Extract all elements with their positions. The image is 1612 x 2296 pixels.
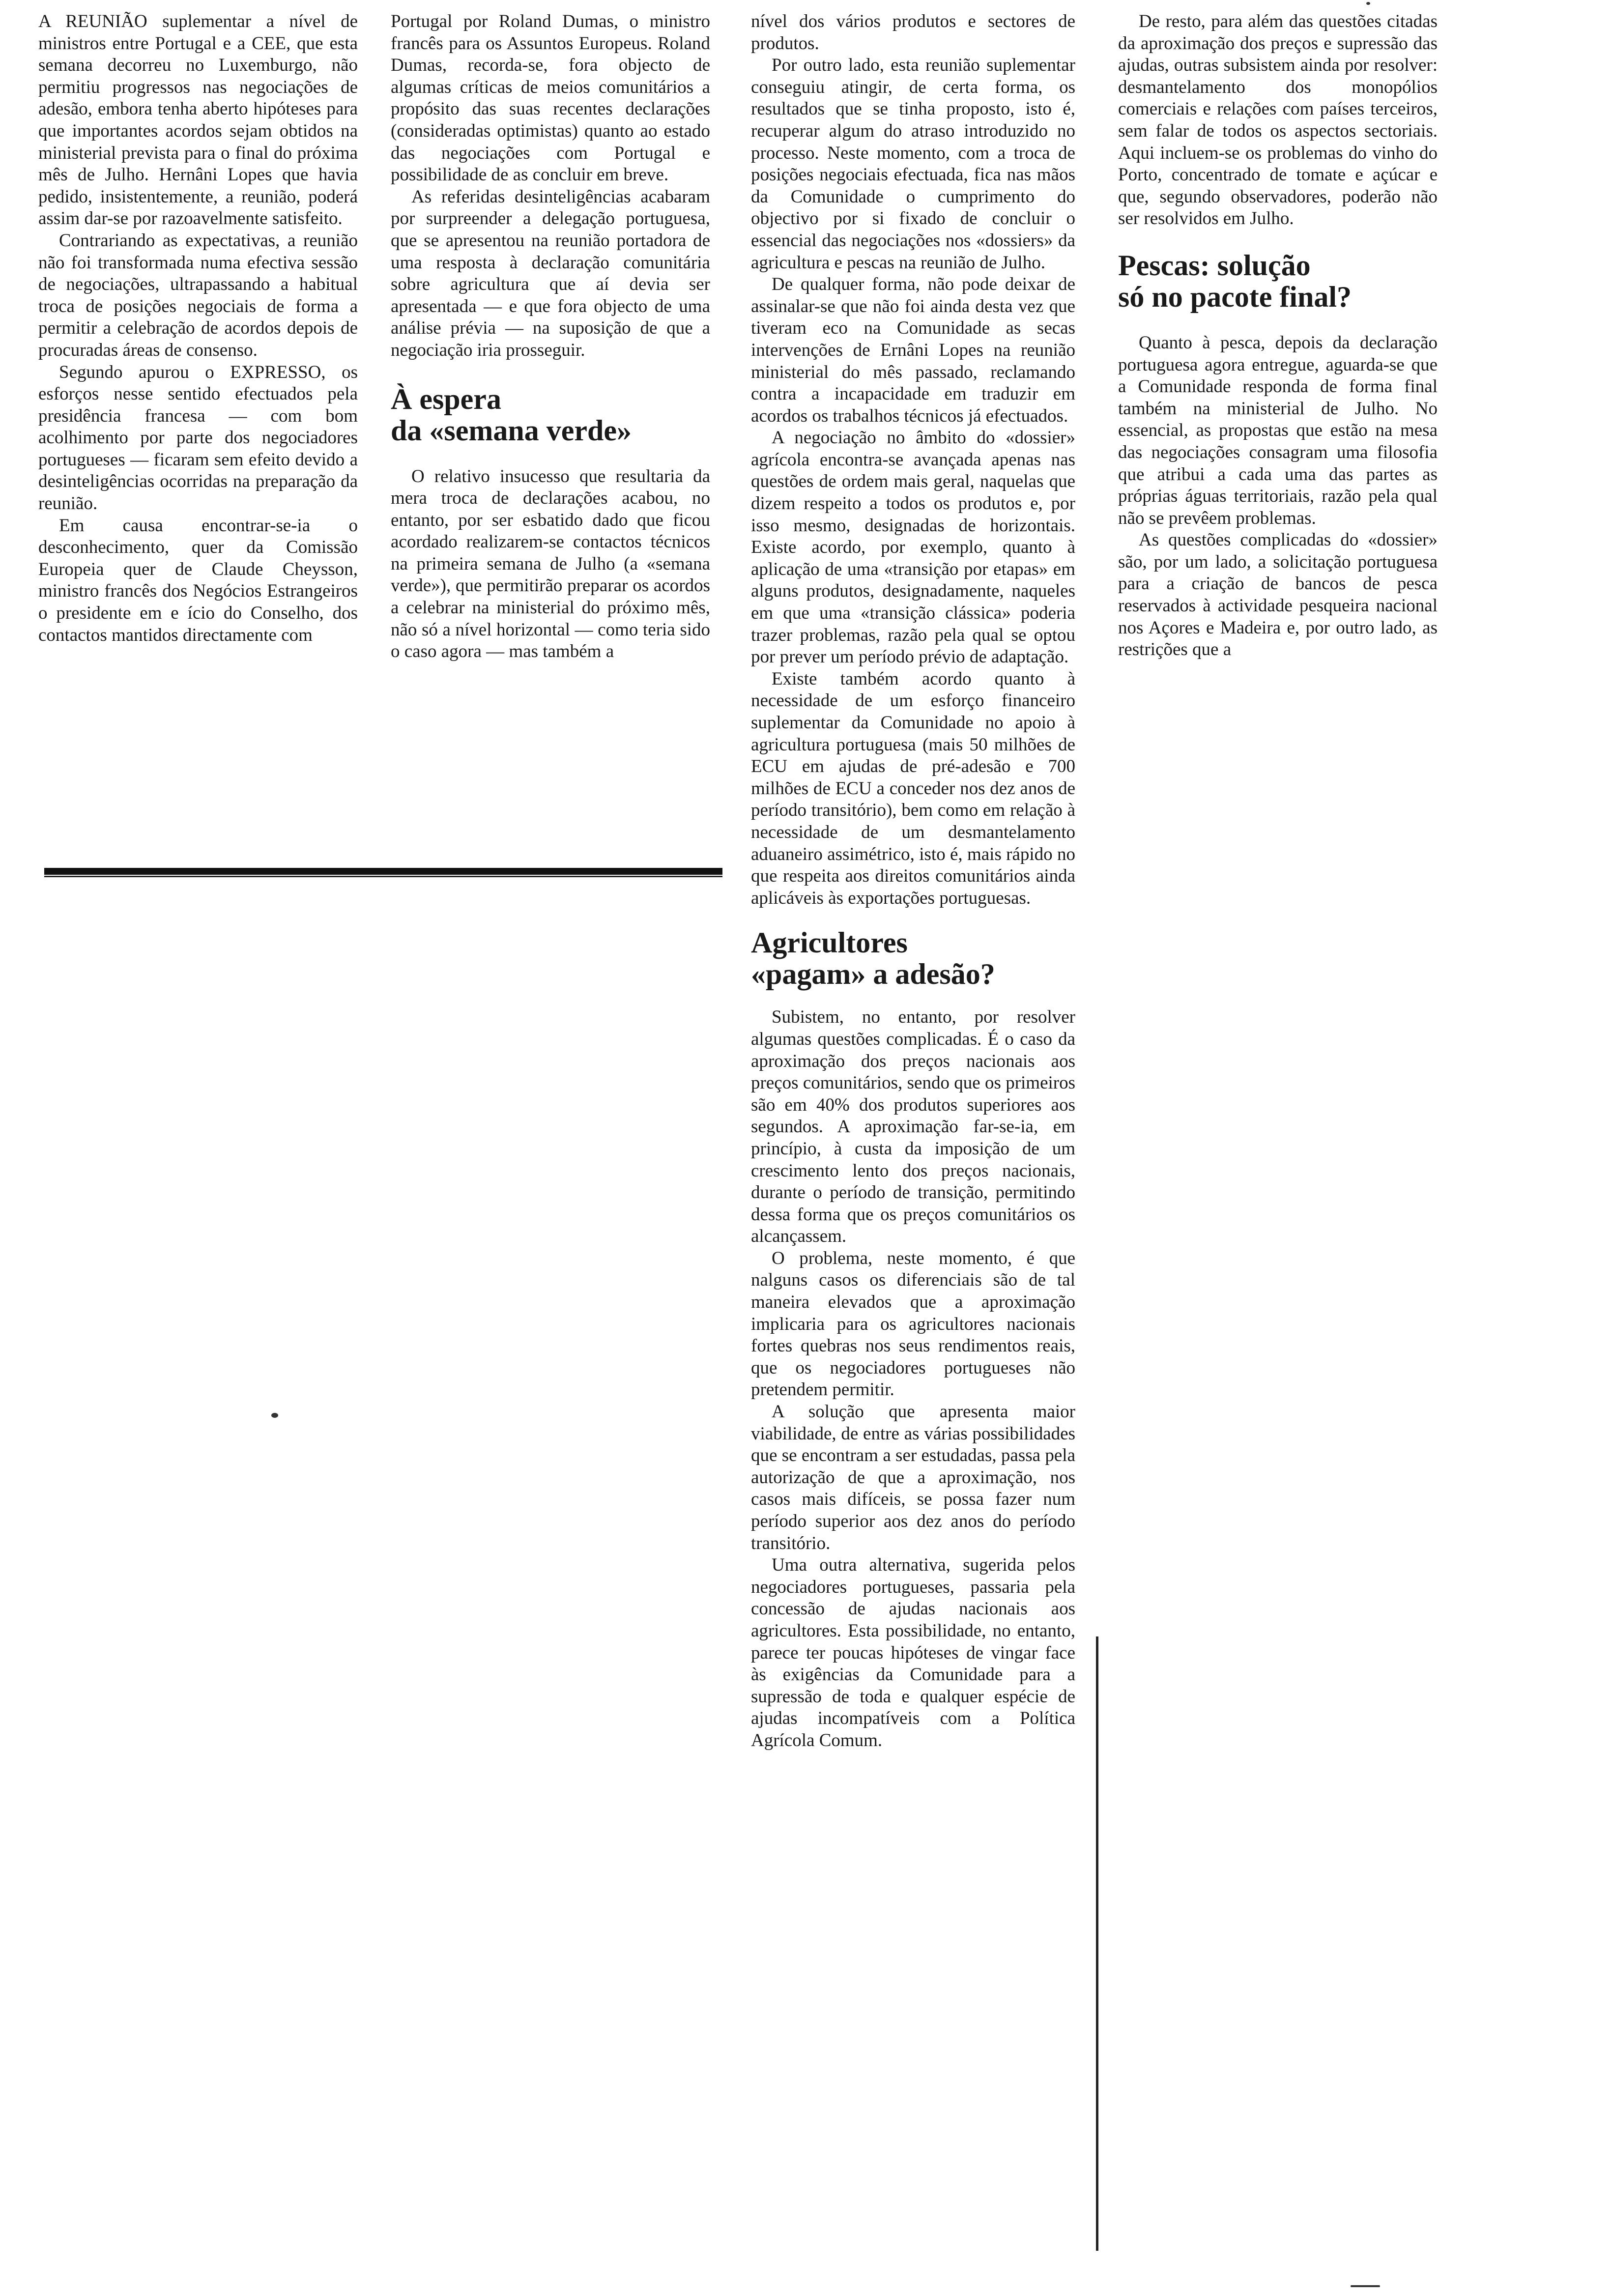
heading-line: À espera xyxy=(391,382,501,415)
heading-line: da «semana verde» xyxy=(391,414,632,447)
paragraph: O problema, neste momento, é que nalguns casos os diferenciais são de tal maneira elevados que a aproximação implicaria para os agricultores nacionais fortes quebras nos seus rendimentos reais, que os negociadores portugueses não pretendem permitir. xyxy=(751,1248,1075,1400)
section-heading-pescas xyxy=(1118,250,1438,313)
heading-line: Agricultores xyxy=(751,926,908,959)
paragraph: Contrariando as expectativas, a reunião não foi transformada numa efectiva sessão de negociações, ultrapassando a habitual troca de posições negociais de forma a permitir a celebração de acordos depois de procuradas áreas de consenso. xyxy=(38,230,358,360)
print-speck xyxy=(271,1413,278,1418)
paragraph: As referidas desinteligências acabaram por surpreender a delegação portuguesa, que se apresentou na reunião portadora de uma resposta à declaração comunitária sobre agricultura que aí devia ser apresentada — e que fora objecto de uma análise prévia — na suposição de que a negociação iria prosseguir. xyxy=(391,186,710,360)
paragraph: Quanto à pesca, depois da declaração portuguesa agora entregue, aguarda-se que a Comunidade responda de forma final também na ministerial de Julho. No essencial, as propostas que estão na mesa das negociações consagram uma filosofia que atribui a cada uma das partes as próprias águas territoriais, razão pela qual não se prevêem problemas. xyxy=(1118,332,1438,528)
paragraph: A negociação no âmbito do «dossier» agrícola encontra-se avançada apenas nas questões de ordem mais geral, naquelas que dizem respeito a todos os produtos e, por isso mesmo, designadas de horizontais. Existe acordo, por exemplo, quanto à aplicação de uma «transição por etapas» em alguns produtos, designadamente, naqueles em que uma «transição clássica» poderia trazer problemas, razão pela qual se optou por prever um período prévio de adaptação. xyxy=(751,428,1075,667)
paragraph: Em causa encontrar-se-ia o desconhecimento, quer da Comissão Europeia quer de Claude Cheysson, ministro francês dos Negócios Estrangeiros o presidente em e ício do Conselho, dos contactos mantidos directamente com xyxy=(38,515,358,645)
heading-line: «pagam» a adesão? xyxy=(751,958,995,991)
paragraph: nível dos vários produtos e sectores de produtos. xyxy=(751,11,1075,54)
vertical-column-rule xyxy=(1096,1636,1098,2251)
paragraph: O relativo insucesso que resultaria da mera troca de declarações acabou, no entanto, por ser esbatido dado que ficou acordado realizarem-se contactos técnicos na primeira semana de Julho (a «semana verde»), que permitirão preparar os acordos a celebrar na ministerial do próximo mês, não só a nível horizontal — como teria sido o caso agora — mas também a xyxy=(391,466,710,662)
paragraph: De resto, para além das questões citadas da aproximação dos preços e supressão das ajudas, outras subsistem ainda por resolver: desmantelamento dos monopólios comerciais e relações com países terceiros, sem falar de todos os aspectos sectoriais. Aqui incluem-se os problemas do vinho do Porto, concentrado de tomate e açúcar e que, segundo observadores, poderão não ser resolvidos em Julho. xyxy=(1118,11,1438,229)
heading-line: Pescas: solução xyxy=(1118,249,1311,282)
paragraph: As questões complicadas do «dossier» são, por um lado, a solicitação portuguesa para a criação de bancos de pesca reservados à actividade pesqueira nacional nos Açores e Madeira e, por outro lado, as restrições que a xyxy=(1118,530,1438,660)
article-column-3 xyxy=(751,11,1075,1752)
paragraph: Portugal por Roland Dumas, o ministro francês para os Assuntos Europeus. Roland Dumas, recorda-se, fora objecto de algumas críticas de meios comunitários a propósito das suas recentes declarações (consideradas optimistas) quanto ao estado das negociações com Portugal e possibilidade de as concluir em breve. xyxy=(391,11,710,185)
print-speck xyxy=(1351,2285,1380,2287)
paragraph: A solução que apresenta maior viabilidade, de entre as várias possibilidades que se encontram a ser estudadas, passa pela autorização de que a aproximação, nos casos mais difíceis, se possa fazer num período superior aos dez anos do período transitório. xyxy=(751,1402,1075,1553)
paragraph: Por outro lado, esta reunião suplementar conseguiu atingir, de certa forma, os resultados que se tinha proposto, isto é, recuperar algum do atraso introduzido no processo. Neste momento, com a troca de posições negociais efectuada, fica nas mãos da Comunidade o cumprimento do objectivo por si fixado de concluir o essencial das negociações nos «dossiers» da agricultura e pescas na reunião de Julho. xyxy=(751,55,1075,273)
paragraph: De qualquer forma, não pode deixar de assinalar-se que não foi ainda desta vez que tiveram eco na Comunidade as secas intervenções de Ernâni Lopes na reunião ministerial do mês passado, reclamando contra a incapacidade em traduzir em acordos os trabalhos técnicos já efectuados. xyxy=(751,274,1075,426)
article-column-1 xyxy=(38,11,358,646)
paragraph: Existe também acordo quanto à necessidade de um esforço financeiro suplementar da Comunidade no apoio à agricultura portuguesa (mais 50 milhões de ECU em ajudas de pré-adesão e 700 milhões de ECU a conceder nos dez anos de período transitório), bem como em relação à necessidade de um desmantelamento aduaneiro assimétrico, isto é, mais rápido no que respeita aos direitos comunitários ainda aplicáveis às exportações portuguesas. xyxy=(751,668,1075,908)
section-heading-agricultores xyxy=(751,927,1075,990)
paragraph: Uma outra alternativa, sugerida pelos negociadores portugueses, passaria pela concessão de ajudas nacionais aos agricultores. Esta possibilidade, no entanto, parece ter poucas hipóteses de vingar face às exigências da Comunidade para a supressão de toda e qualquer espécie de ajudas incompatíveis com a Política Agrícola Comum. xyxy=(751,1555,1075,1751)
article-column-2 xyxy=(391,11,710,663)
paragraph: Subistem, no entanto, por resolver algumas questões complicadas. É o caso da aproximação dos preços nacionais aos preços comunitários, sendo que os primeiros são em 40% dos produtos superiores aos segundos. A aproximação far-se-ia, em princípio, à custa da imposição de um crescimento lento dos preços nacionais, durante o período de transição, permitindo dessa forma que os preços comunitários os alcançassem. xyxy=(751,1007,1075,1247)
print-speck xyxy=(1366,2,1370,5)
section-heading-espera xyxy=(391,383,710,446)
column-divider-rule xyxy=(44,868,722,875)
article-column-4 xyxy=(1118,11,1438,661)
column-divider-rule-thin xyxy=(44,876,722,877)
paragraph: A REUNIÃO suplementar a nível de ministros entre Portugal e a CEE, que esta semana decorreu no Luxemburgo, não permitiu progressos nas negociações de adesão, embora tenha aberto hipóteses para que importantes acordos sejam obtidos na ministerial prevista para o final do próxima mês de Julho. Hernâni Lopes que havia pedido, insistentemente, a reunião, poderá assim dar-se por razoavelmente satisfeito. xyxy=(38,11,358,229)
paragraph: Segundo apurou o EXPRESSO, os esforços nesse sentido efectuados pela presidência francesa — com bom acolhimento por parte dos negociadores portugueses — ficaram sem efeito devido a desinteligências ocorridas na preparação da reunião. xyxy=(38,362,358,514)
heading-line: só no pacote final? xyxy=(1118,280,1352,313)
